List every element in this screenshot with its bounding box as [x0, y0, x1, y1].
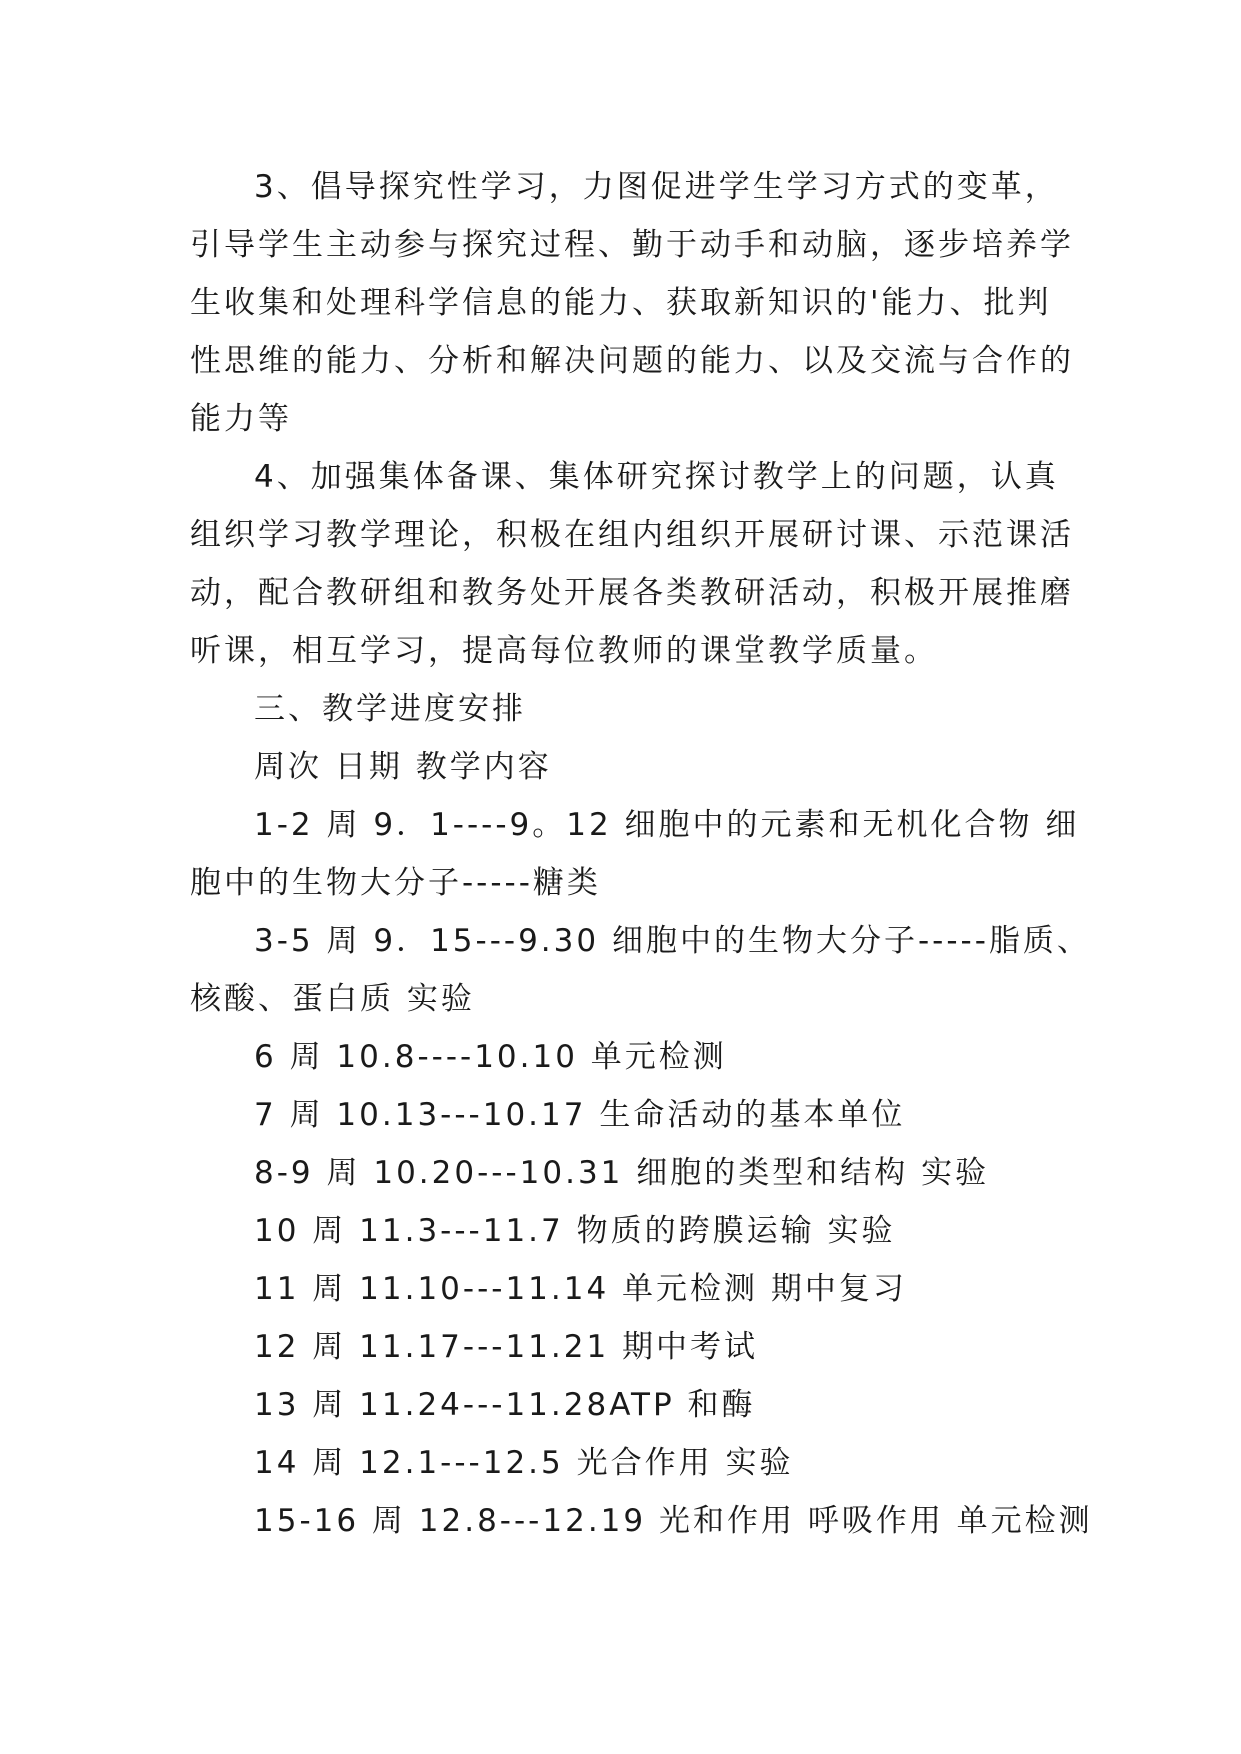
text-line: 1-2 周 9．1----9。12 细胞中的元素和无机化合物 细 [254, 807, 1080, 843]
text-line: 6 周 10.8----10.10 单元检测 [254, 1039, 727, 1075]
text-line: 动，配合教研组和教务处开展各类教研活动，积极开展推磨 [190, 575, 1074, 611]
text-line: 7 周 10.13---10.17 生命活动的基本单位 [254, 1097, 906, 1133]
text-line: 13 周 11.24---11.28ATP 和酶 [254, 1387, 756, 1423]
schedule-header [190, 738, 1070, 796]
text-line: 三、教学进度安排 [254, 691, 526, 727]
schedule-row [190, 1434, 1070, 1492]
schedule-row [190, 1144, 1070, 1202]
text-line: 3-5 周 9．15---9.30 细胞中的生物大分子-----脂质、 [254, 923, 1091, 959]
text-line: 能力等 [190, 401, 292, 437]
paragraph-item-4 [190, 448, 1074, 680]
text-line: 听课，相互学习，提高每位教师的课堂教学质量。 [190, 633, 938, 669]
text-line: 4、加强集体备课、集体研究探讨教学上的问题，认真 [254, 459, 1059, 495]
text-line: 12 周 11.17---11.21 期中考试 [254, 1329, 759, 1365]
schedule-row [190, 1492, 1093, 1550]
text-line: 核酸、蛋白质 实验 [190, 981, 475, 1017]
schedule-row [190, 1028, 1070, 1086]
text-line: 引导学生主动参与探究过程、勤于动手和动脑，逐步培养学 [190, 227, 1074, 263]
paragraph-item-3 [190, 158, 1074, 448]
schedule-row [190, 1260, 1070, 1318]
document-page [190, 158, 1093, 1550]
text-line: 生收集和处理科学信息的能力、获取新知识的'能力、批判 [190, 285, 1052, 321]
schedule-row [190, 912, 1091, 1028]
text-line: 15-16 周 12.8---12.19 光和作用 呼吸作用 单元检测 [254, 1503, 1093, 1539]
schedule-row [190, 1376, 1070, 1434]
text-line: 周次 日期 教学内容 [254, 749, 552, 785]
text-line: 胞中的生物大分子-----糖类 [190, 865, 601, 901]
text-line: 11 周 11.10---11.14 单元检测 期中复习 [254, 1271, 907, 1307]
text-line: 性思维的能力、分析和解决问题的能力、以及交流与合作的 [190, 343, 1074, 379]
text-line: 组织学习教学理论，积极在组内组织开展研讨课、示范课活 [190, 517, 1074, 553]
text-line: 14 周 12.1---12.5 光合作用 实验 [254, 1445, 794, 1481]
text-line: 10 周 11.3---11.7 物质的跨膜运输 实验 [254, 1213, 896, 1249]
text-line: 3、倡导探究性学习，力图促进学生学习方式的变革， [254, 169, 1059, 205]
schedule-row [190, 1086, 1070, 1144]
text-line: 8-9 周 10.20---10.31 细胞的类型和结构 实验 [254, 1155, 990, 1191]
schedule-row [190, 796, 1080, 912]
schedule-row [190, 1202, 1070, 1260]
schedule-row [190, 1318, 1070, 1376]
section-heading [190, 680, 1070, 738]
